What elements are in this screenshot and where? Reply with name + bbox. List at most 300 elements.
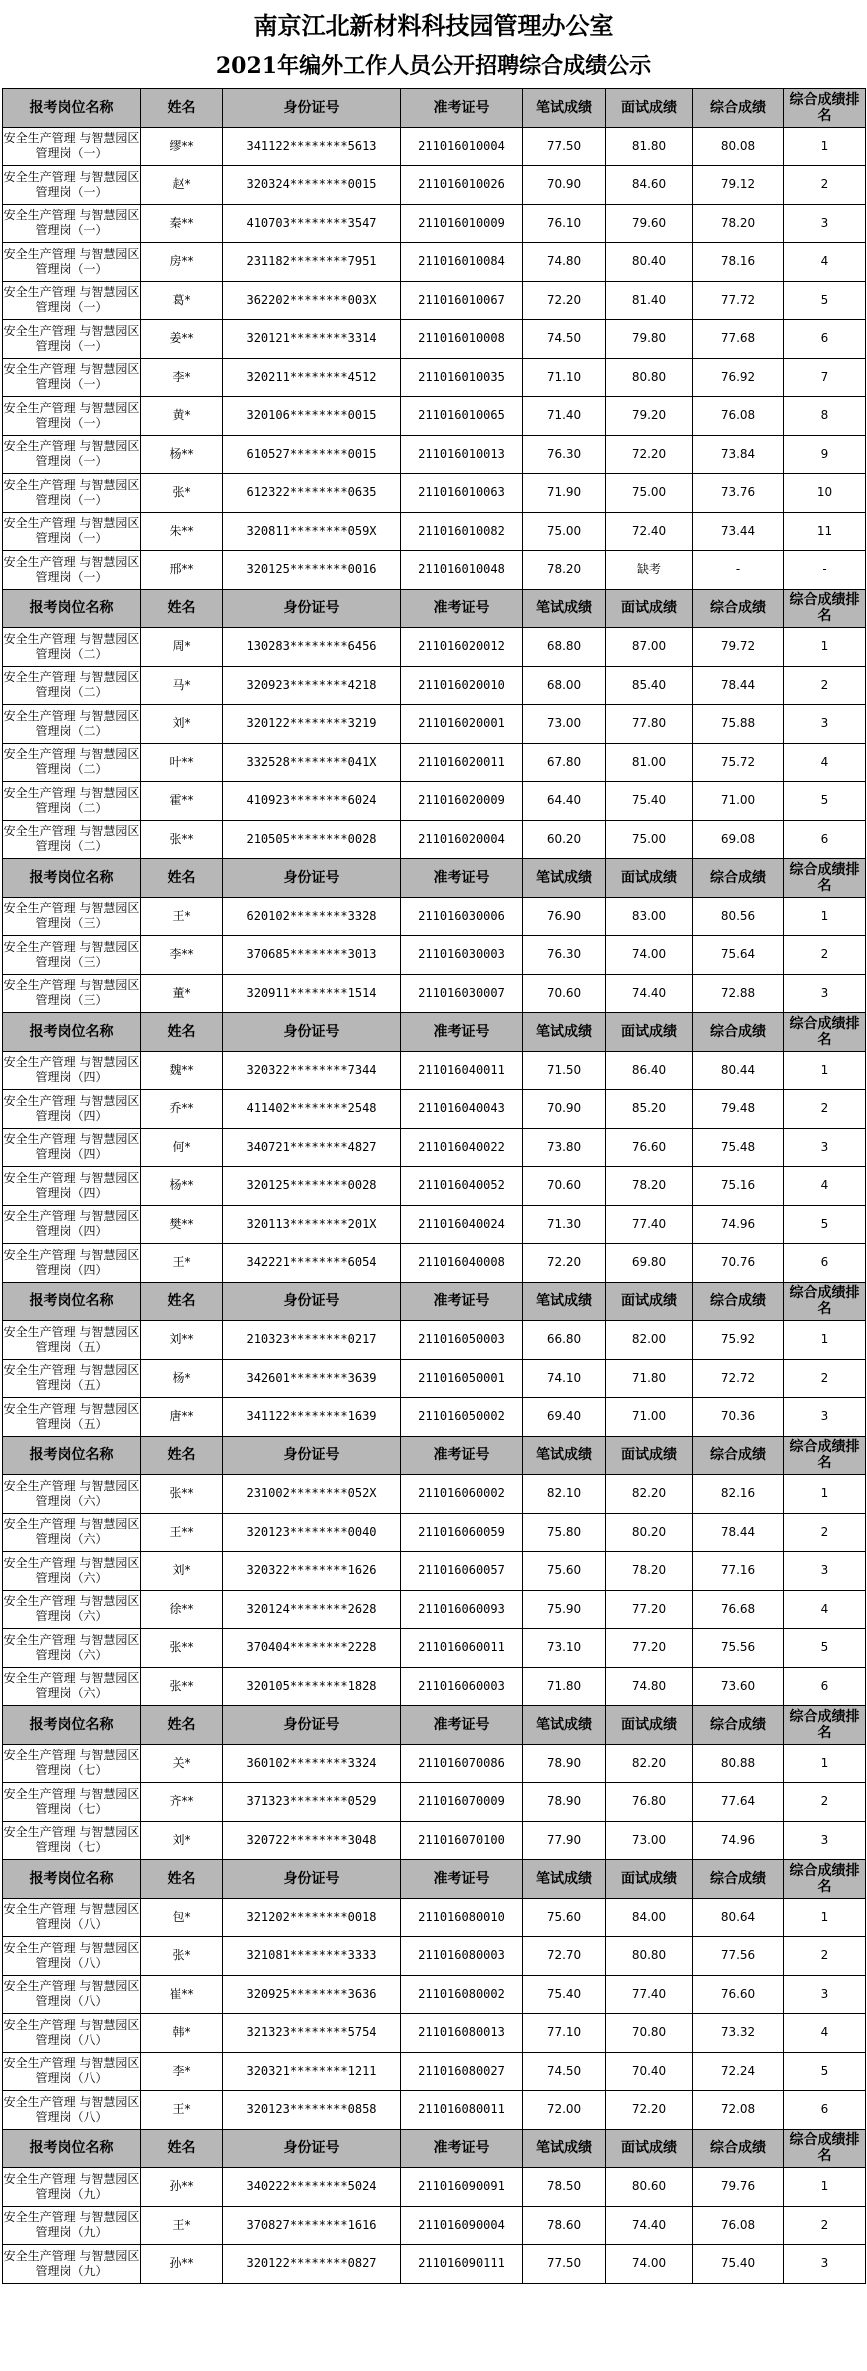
written-score-cell: 70.90 [523,1090,606,1129]
header-written-score: 笔试成绩 [523,89,606,128]
post-cell: 安全生产管理 与智慧园区管理岗（七） [3,1821,141,1860]
exam-number-cell: 211016050003 [401,1321,523,1360]
interview-score-cell: 74.40 [606,2206,693,2245]
name-cell: 杨* [141,1359,223,1398]
total-score-cell: 74.96 [693,1821,784,1860]
header-name: 姓名 [141,2129,223,2168]
header-id-number: 身份证号 [223,89,401,128]
table-header-row [3,1013,866,1052]
interview-score-cell: 81.00 [606,743,693,782]
interview-score-cell: 71.00 [606,1398,693,1437]
total-score-cell: 75.48 [693,1128,784,1167]
id-number-cell: 411402********2548 [223,1090,401,1129]
written-score-cell: 74.10 [523,1359,606,1398]
interview-score-cell: 69.80 [606,1244,693,1283]
rank-cell: 3 [784,1552,866,1591]
exam-number-cell: 211016060003 [401,1667,523,1706]
name-cell: 张* [141,474,223,513]
post-cell: 安全生产管理 与智慧园区管理岗（一） [3,243,141,282]
written-score-cell: 75.80 [523,1513,606,1552]
total-score-cell: 80.64 [693,1898,784,1937]
written-score-cell: 74.50 [523,320,606,359]
total-score-cell: 79.76 [693,2168,784,2207]
total-score-cell: 80.44 [693,1051,784,1090]
id-number-cell: 320125********0028 [223,1167,401,1206]
table-row [3,666,866,705]
total-score-cell: 77.56 [693,1937,784,1976]
rank-cell: - [784,551,866,590]
interview-score-cell: 79.80 [606,320,693,359]
total-score-cell: 75.56 [693,1629,784,1668]
rank-cell: 2 [784,2206,866,2245]
header-name: 姓名 [141,1282,223,1321]
interview-score-cell: 75.00 [606,474,693,513]
header-exam-number: 准考证号 [401,1436,523,1475]
table-row [3,1398,866,1437]
interview-score-cell: 71.80 [606,1359,693,1398]
table-row [3,320,866,359]
header-rank: 综合成绩排名 [784,2129,866,2168]
post-cell: 安全生产管理 与智慧园区管理岗（七） [3,1783,141,1822]
post-cell: 安全生产管理 与智慧园区管理岗（一） [3,435,141,474]
table-header-row [3,1860,866,1899]
written-score-cell: 75.00 [523,512,606,551]
name-cell: 黄* [141,397,223,436]
interview-score-cell: 78.20 [606,1167,693,1206]
table-row [3,166,866,205]
rank-cell: 6 [784,1667,866,1706]
total-score-cell: 78.20 [693,204,784,243]
written-score-cell: 71.40 [523,397,606,436]
exam-number-cell: 211016020004 [401,820,523,859]
name-cell: 马* [141,666,223,705]
total-score-cell: 78.16 [693,243,784,282]
post-cell: 安全生产管理 与智慧园区管理岗（二） [3,743,141,782]
header-total-score: 综合成绩 [693,2129,784,2168]
total-score-cell: - [693,551,784,590]
exam-number-cell: 211016070009 [401,1783,523,1822]
header-name: 姓名 [141,589,223,628]
name-cell: 王** [141,1513,223,1552]
exam-number-cell: 211016020012 [401,628,523,667]
total-score-cell: 69.08 [693,820,784,859]
exam-number-cell: 211016010009 [401,204,523,243]
header-interview-score: 面试成绩 [606,2129,693,2168]
interview-score-cell: 86.40 [606,1051,693,1090]
total-score-cell: 70.76 [693,1244,784,1283]
interview-score-cell: 70.80 [606,2014,693,2053]
interview-score-cell: 74.00 [606,2245,693,2284]
rank-cell: 6 [784,1244,866,1283]
name-cell: 魏** [141,1051,223,1090]
total-score-cell: 77.68 [693,320,784,359]
table-row [3,743,866,782]
rank-cell: 1 [784,1898,866,1937]
exam-number-cell: 211016050002 [401,1398,523,1437]
id-number-cell: 321202********0018 [223,1898,401,1937]
written-score-cell: 76.30 [523,936,606,975]
table-row [3,1821,866,1860]
exam-number-cell: 211016060093 [401,1590,523,1629]
exam-number-cell: 211016040024 [401,1205,523,1244]
rank-cell: 6 [784,820,866,859]
exam-number-cell: 211016040022 [401,1128,523,1167]
header-exam-number: 准考证号 [401,859,523,898]
id-number-cell: 610527********0015 [223,435,401,474]
rank-cell: 9 [784,435,866,474]
header-id-number: 身份证号 [223,1436,401,1475]
name-cell: 姜** [141,320,223,359]
written-score-cell: 72.20 [523,281,606,320]
interview-score-cell: 74.80 [606,1667,693,1706]
header-exam-number: 准考证号 [401,89,523,128]
table-row [3,204,866,243]
post-cell: 安全生产管理 与智慧园区管理岗（四） [3,1128,141,1167]
header-interview-score: 面试成绩 [606,1706,693,1745]
rank-cell: 5 [784,2052,866,2091]
name-cell: 何* [141,1128,223,1167]
rank-cell: 4 [784,1590,866,1629]
header-total-score: 综合成绩 [693,89,784,128]
exam-number-cell: 211016010004 [401,127,523,166]
exam-number-cell: 211016020001 [401,705,523,744]
table-row [3,281,866,320]
total-score-cell: 76.08 [693,2206,784,2245]
exam-number-cell: 211016040043 [401,1090,523,1129]
id-number-cell: 210505********0028 [223,820,401,859]
exam-number-cell: 211016010048 [401,551,523,590]
total-score-cell: 76.08 [693,397,784,436]
name-cell: 李* [141,358,223,397]
interview-score-cell: 75.40 [606,782,693,821]
written-score-cell: 71.50 [523,1051,606,1090]
written-score-cell: 68.00 [523,666,606,705]
id-number-cell: 410703********3547 [223,204,401,243]
header-interview-score: 面试成绩 [606,1013,693,1052]
header-interview-score: 面试成绩 [606,1282,693,1321]
exam-number-cell: 211016010013 [401,435,523,474]
header-rank: 综合成绩排名 [784,1860,866,1899]
interview-score-cell: 72.20 [606,2091,693,2130]
header-exam-number: 准考证号 [401,589,523,628]
header-written-score: 笔试成绩 [523,2129,606,2168]
name-cell: 葛* [141,281,223,320]
exam-number-cell: 211016040052 [401,1167,523,1206]
rank-cell: 7 [784,358,866,397]
name-cell: 孙** [141,2245,223,2284]
name-cell: 朱** [141,512,223,551]
id-number-cell: 320122********3219 [223,705,401,744]
exam-number-cell: 211016010035 [401,358,523,397]
exam-number-cell: 211016060011 [401,1629,523,1668]
name-cell: 叶** [141,743,223,782]
total-score-cell: 73.76 [693,474,784,513]
name-cell: 张** [141,820,223,859]
header-exam-number: 准考证号 [401,2129,523,2168]
name-cell: 李** [141,936,223,975]
id-number-cell: 370827********1616 [223,2206,401,2245]
post-cell: 安全生产管理 与智慧园区管理岗（二） [3,705,141,744]
exam-number-cell: 211016040008 [401,1244,523,1283]
name-cell: 邢** [141,551,223,590]
header-written-score: 笔试成绩 [523,1436,606,1475]
exam-number-cell: 211016060057 [401,1552,523,1591]
interview-score-cell: 76.60 [606,1128,693,1167]
interview-score-cell: 79.60 [606,204,693,243]
total-score-cell: 72.88 [693,974,784,1013]
page-subtitle: 2021年编外工作人员公开招聘综合成绩公示 [215,53,652,79]
interview-score-cell: 70.40 [606,2052,693,2091]
name-cell: 杨** [141,1167,223,1206]
name-cell: 李* [141,2052,223,2091]
total-score-cell: 75.40 [693,2245,784,2284]
post-cell: 安全生产管理 与智慧园区管理岗（七） [3,1744,141,1783]
post-cell: 安全生产管理 与智慧园区管理岗（二） [3,820,141,859]
table-header-row [3,1436,866,1475]
post-cell: 安全生产管理 与智慧园区管理岗（一） [3,512,141,551]
header-name: 姓名 [141,1013,223,1052]
id-number-cell: 371323********0529 [223,1783,401,1822]
id-number-cell: 320324********0015 [223,166,401,205]
post-cell: 安全生产管理 与智慧园区管理岗（八） [3,1898,141,1937]
written-score-cell: 76.10 [523,204,606,243]
name-cell: 孙** [141,2168,223,2207]
interview-score-cell: 76.80 [606,1783,693,1822]
table-row [3,2091,866,2130]
id-number-cell: 620102********3328 [223,897,401,936]
header-interview-score: 面试成绩 [606,589,693,628]
header-total-score: 综合成绩 [693,1013,784,1052]
exam-number-cell: 211016010084 [401,243,523,282]
header-exam-number: 准考证号 [401,1013,523,1052]
interview-score-cell: 72.20 [606,435,693,474]
exam-number-cell: 211016040011 [401,1051,523,1090]
written-score-cell: 73.10 [523,1629,606,1668]
exam-number-cell: 211016010008 [401,320,523,359]
post-cell: 安全生产管理 与智慧园区管理岗（三） [3,974,141,1013]
total-score-cell: 77.16 [693,1552,784,1591]
exam-number-cell: 211016010065 [401,397,523,436]
total-score-cell: 76.92 [693,358,784,397]
total-score-cell: 76.60 [693,1975,784,2014]
name-cell: 张** [141,1475,223,1514]
exam-number-cell: 211016030006 [401,897,523,936]
rank-cell: 1 [784,1744,866,1783]
table-header-row [3,589,866,628]
total-score-cell: 72.72 [693,1359,784,1398]
written-score-cell: 75.40 [523,1975,606,2014]
post-cell: 安全生产管理 与智慧园区管理岗（二） [3,782,141,821]
table-row [3,1937,866,1976]
id-number-cell: 370685********3013 [223,936,401,975]
id-number-cell: 320106********0015 [223,397,401,436]
written-score-cell: 77.50 [523,127,606,166]
total-score-cell: 79.12 [693,166,784,205]
rank-cell: 4 [784,243,866,282]
written-score-cell: 82.10 [523,1475,606,1514]
interview-score-cell: 85.20 [606,1090,693,1129]
interview-score-cell: 82.20 [606,1744,693,1783]
header-interview-score: 面试成绩 [606,1436,693,1475]
written-score-cell: 64.40 [523,782,606,821]
header-name: 姓名 [141,1706,223,1745]
rank-cell: 10 [784,474,866,513]
post-cell: 安全生产管理 与智慧园区管理岗（一） [3,127,141,166]
table-row [3,1321,866,1360]
total-score-cell: 76.68 [693,1590,784,1629]
name-cell: 王* [141,2206,223,2245]
rank-cell: 1 [784,897,866,936]
total-score-cell: 79.48 [693,1090,784,1129]
header-exam-number: 准考证号 [401,1860,523,1899]
post-cell: 安全生产管理 与智慧园区管理岗（四） [3,1244,141,1283]
rank-cell: 2 [784,666,866,705]
written-score-cell: 71.90 [523,474,606,513]
rank-cell: 6 [784,320,866,359]
table-row [3,1475,866,1514]
total-score-cell: 77.64 [693,1783,784,1822]
header-post: 报考岗位名称 [3,1706,141,1745]
exam-number-cell: 211016080003 [401,1937,523,1976]
name-cell: 包* [141,1898,223,1937]
header-post: 报考岗位名称 [3,89,141,128]
total-score-cell: 73.44 [693,512,784,551]
post-cell: 安全生产管理 与智慧园区管理岗（二） [3,628,141,667]
exam-number-cell: 211016090091 [401,2168,523,2207]
name-cell: 樊** [141,1205,223,1244]
table-row [3,1128,866,1167]
written-score-cell: 75.60 [523,1898,606,1937]
id-number-cell: 320105********1828 [223,1667,401,1706]
table-row [3,1744,866,1783]
written-score-cell: 69.40 [523,1398,606,1437]
table-row [3,2168,866,2207]
name-cell: 韩* [141,2014,223,2053]
rank-cell: 2 [784,1090,866,1129]
id-number-cell: 360102********3324 [223,1744,401,1783]
header-total-score: 综合成绩 [693,589,784,628]
post-cell: 安全生产管理 与智慧园区管理岗（六） [3,1667,141,1706]
id-number-cell: 320211********4512 [223,358,401,397]
written-score-cell: 78.90 [523,1783,606,1822]
id-number-cell: 370404********2228 [223,1629,401,1668]
rank-cell: 2 [784,936,866,975]
post-cell: 安全生产管理 与智慧园区管理岗（一） [3,358,141,397]
written-score-cell: 74.80 [523,243,606,282]
total-score-cell: 77.72 [693,281,784,320]
total-score-cell: 78.44 [693,666,784,705]
exam-number-cell: 211016030003 [401,936,523,975]
post-cell: 安全生产管理 与智慧园区管理岗（二） [3,666,141,705]
name-cell: 关* [141,1744,223,1783]
table-header-row [3,2129,866,2168]
table-header-row [3,859,866,898]
exam-number-cell: 211016010082 [401,512,523,551]
name-cell: 张** [141,1667,223,1706]
table-row [3,243,866,282]
post-cell: 安全生产管理 与智慧园区管理岗（一） [3,551,141,590]
header-total-score: 综合成绩 [693,1860,784,1899]
id-number-cell: 320123********0040 [223,1513,401,1552]
post-cell: 安全生产管理 与智慧园区管理岗（五） [3,1398,141,1437]
header-interview-score: 面试成绩 [606,89,693,128]
interview-score-cell: 85.40 [606,666,693,705]
table-row [3,2245,866,2284]
rank-cell: 3 [784,974,866,1013]
interview-score-cell: 74.40 [606,974,693,1013]
total-score-cell: 72.08 [693,2091,784,2130]
header-post: 报考岗位名称 [3,1013,141,1052]
id-number-cell: 320322********7344 [223,1051,401,1090]
interview-score-cell: 80.40 [606,243,693,282]
post-cell: 安全生产管理 与智慧园区管理岗（四） [3,1167,141,1206]
total-score-cell: 75.88 [693,705,784,744]
id-number-cell: 320722********3048 [223,1821,401,1860]
rank-cell: 1 [784,2168,866,2207]
header-rank: 综合成绩排名 [784,89,866,128]
written-score-cell: 78.20 [523,551,606,590]
name-cell: 张** [141,1629,223,1668]
post-cell: 安全生产管理 与智慧园区管理岗（九） [3,2245,141,2284]
rank-cell: 1 [784,1475,866,1514]
total-score-cell: 73.32 [693,2014,784,2053]
rank-cell: 1 [784,127,866,166]
post-cell: 安全生产管理 与智慧园区管理岗（一） [3,204,141,243]
interview-score-cell: 87.00 [606,628,693,667]
header-id-number: 身份证号 [223,1706,401,1745]
name-cell: 崔** [141,1975,223,2014]
id-number-cell: 320121********3314 [223,320,401,359]
header-post: 报考岗位名称 [3,1282,141,1321]
written-score-cell: 76.30 [523,435,606,474]
header-post: 报考岗位名称 [3,1436,141,1475]
header-name: 姓名 [141,1860,223,1899]
table-row [3,1552,866,1591]
post-cell: 安全生产管理 与智慧园区管理岗（一） [3,474,141,513]
interview-score-cell: 75.00 [606,820,693,859]
interview-score-cell: 83.00 [606,897,693,936]
header-exam-number: 准考证号 [401,1706,523,1745]
exam-number-cell: 211016060059 [401,1513,523,1552]
post-cell: 安全生产管理 与智慧园区管理岗（一） [3,397,141,436]
table-header-row [3,1706,866,1745]
header-id-number: 身份证号 [223,589,401,628]
rank-cell: 3 [784,1821,866,1860]
rank-cell: 5 [784,281,866,320]
header-rank: 综合成绩排名 [784,589,866,628]
header-interview-score: 面试成绩 [606,859,693,898]
table-row [3,1975,866,2014]
interview-score-cell: 79.20 [606,397,693,436]
written-score-cell: 72.00 [523,2091,606,2130]
post-cell: 安全生产管理 与智慧园区管理岗（六） [3,1513,141,1552]
post-cell: 安全生产管理 与智慧园区管理岗（四） [3,1205,141,1244]
id-number-cell: 362202********003X [223,281,401,320]
rank-cell: 3 [784,705,866,744]
table-row [3,1205,866,1244]
id-number-cell: 231002********052X [223,1475,401,1514]
post-cell: 安全生产管理 与智慧园区管理岗（三） [3,936,141,975]
score-table-body [3,89,866,2284]
written-score-cell: 77.10 [523,2014,606,2053]
page-title: 南京江北新材料科技园管理办公室 [253,11,614,40]
total-score-cell: 74.96 [693,1205,784,1244]
table-row [3,705,866,744]
header-id-number: 身份证号 [223,859,401,898]
name-cell: 徐** [141,1590,223,1629]
post-cell: 安全生产管理 与智慧园区管理岗（六） [3,1475,141,1514]
written-score-cell: 74.50 [523,2052,606,2091]
